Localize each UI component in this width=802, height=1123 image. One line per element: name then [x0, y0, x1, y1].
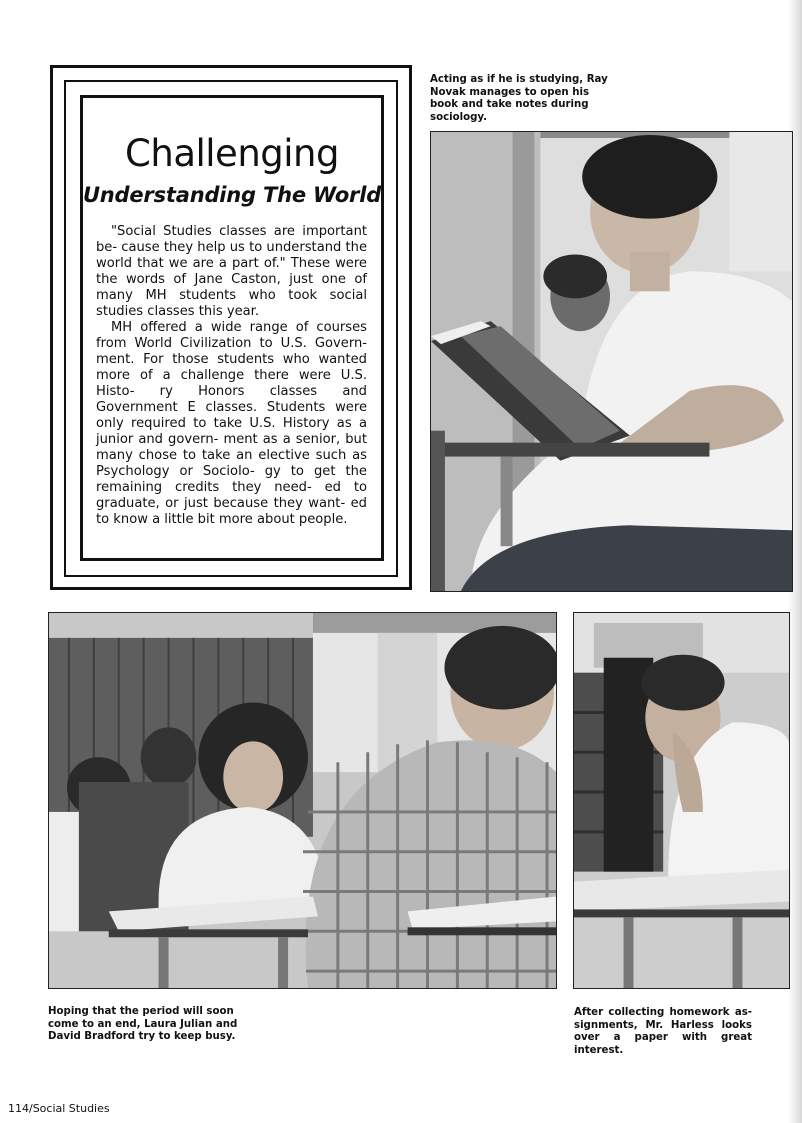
- photo-students-writing: [48, 612, 557, 989]
- photo-caption-bottom-right: After collecting homework as- signments, Mr. Harless looks over a paper with great interest.: [574, 1007, 752, 1056]
- article-paragraph: "Social Studies classes are important be- cause they help us to understand the world that we are a part of." These were the words of Jane Caston, just one of many MH students who took social studies classes this year.: [96, 224, 367, 319]
- photo-students-writing-image: [49, 613, 556, 988]
- photo-teacher-reading: [573, 612, 790, 989]
- photo-caption-top-right: Acting as if he is studying, Ray Novak manages to open his book and take notes during sociology.: [430, 74, 608, 123]
- page-folio: 114/Social Studies: [8, 1102, 110, 1115]
- article-paragraph: MH offered a wide range of courses from World Civilization to U.S. Govern- ment. For those students who wanted more of a challenge there were U.S. Histo- ry Honors classes and Government E classes. Students were only required to take U.S. History as a junior and govern- ment as a senior, but many chose to take an elective such as Psychology or Sociolo- gy to get the remaining credits they need- ed to graduate, or just because they want- ed to know a little bit more about people.: [96, 320, 367, 527]
- article-body: [96, 224, 367, 528]
- photo-caption-bottom-left: Hoping that the period will soon come to an end, Laura Julian and David Bradford try to keep busy.: [48, 1006, 238, 1042]
- subhead: Understanding The World: [82, 183, 382, 207]
- photo-student-reading: [430, 131, 793, 592]
- photo-student-reading-image: [431, 132, 792, 591]
- headline: Challenging: [125, 132, 339, 175]
- photo-teacher-reading-image: [574, 613, 789, 988]
